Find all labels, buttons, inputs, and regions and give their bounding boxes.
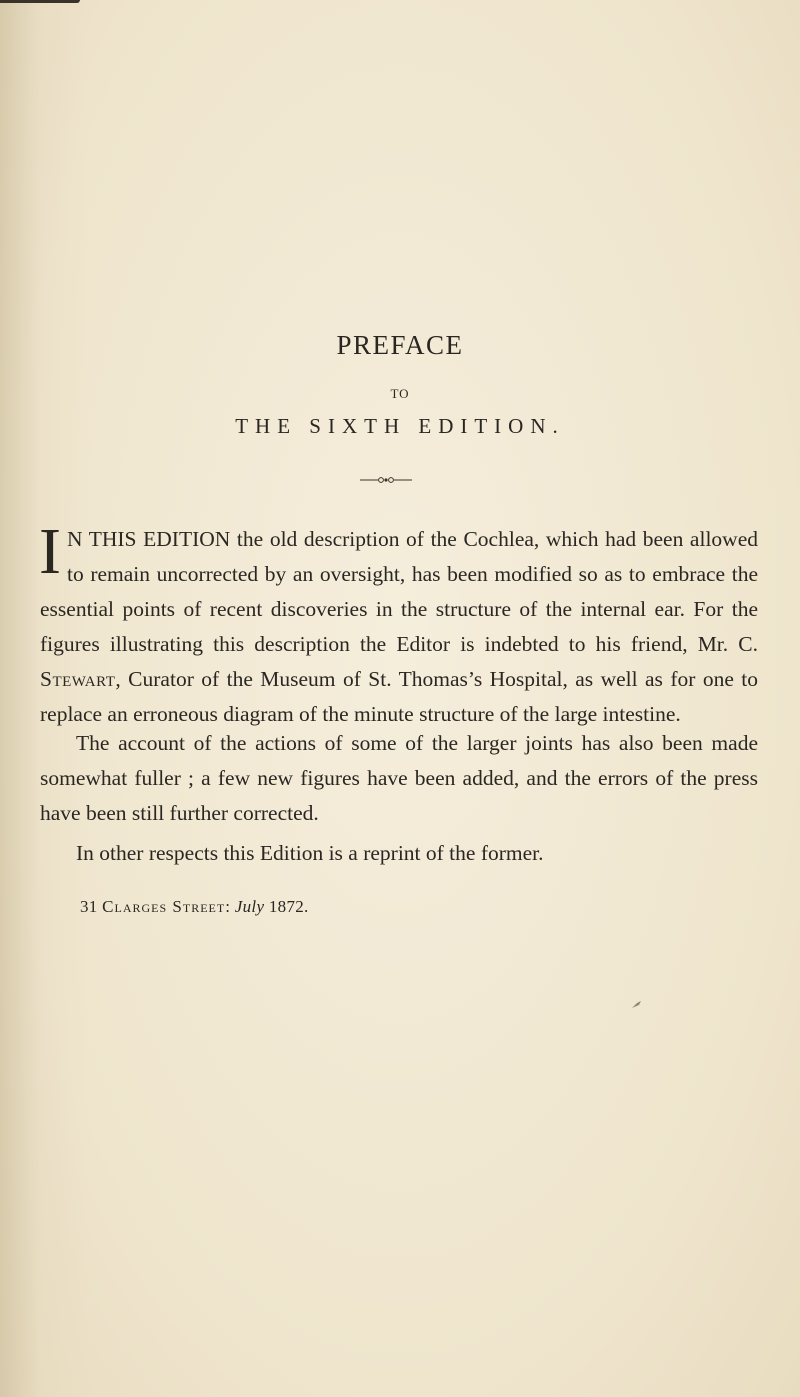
signoff-month: July — [234, 897, 265, 916]
paragraph-1-text-b: , Curator of the Museum of St. Thomas’s Hospital, as well as for one to replace an erroneous diagram of the minute structure of the large intestine. — [40, 667, 758, 726]
paragraph-3 — [40, 836, 758, 871]
paragraph-1-lead: N THIS EDITION — [66, 527, 231, 551]
signoff-street: Clarges Street — [102, 897, 226, 916]
paragraph-1-text-a: the old description of the Cochlea, which had been allowed to remain uncorrected by an oversight, has been modified so as to embrace the essential points of recent discoveries in the structure of the internal ear. For the figures illustrating this description the Editor is indebted to his friend, Mr. C. — [40, 527, 758, 656]
paragraph-1 — [39, 515, 758, 732]
paragraph-3-text: In other respects this Edition is a reprint of the former. — [76, 841, 544, 865]
ink-speck-icon — [630, 1000, 644, 1010]
paragraph-2 — [40, 726, 758, 831]
page-title: PREFACE — [336, 330, 464, 360]
page-corner-mark — [0, 0, 80, 3]
subtitle-edition: THE SIXTH EDITION. — [235, 414, 565, 438]
signoff — [80, 897, 309, 917]
paragraph-2-text: The account of the actions of some of the larger joints has also been made somewhat fuller ; a few new figures have been added, and the errors of the press have been still further corrected. — [40, 731, 758, 825]
drop-cap: I — [39, 515, 61, 588]
subtitle-to: TO — [390, 386, 410, 401]
signoff-year: 1872. — [264, 897, 309, 916]
signoff-colon: : — [225, 897, 235, 916]
paragraph-1-name: Stewart — [40, 667, 116, 691]
ornament-rule-icon — [360, 476, 412, 484]
signoff-address: 31 — [80, 897, 103, 916]
